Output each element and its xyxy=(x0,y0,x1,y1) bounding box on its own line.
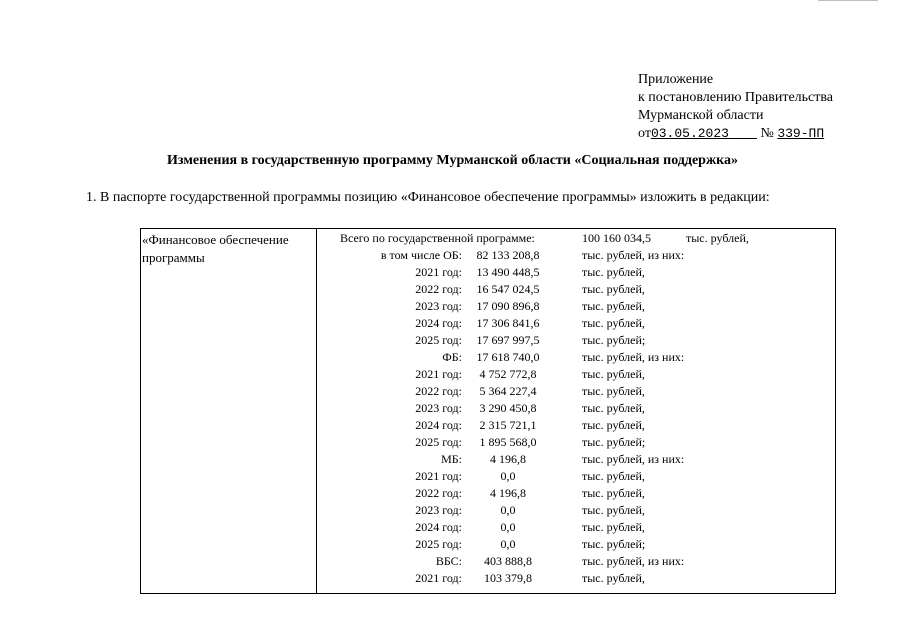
funding-value: 16 547 024,5 xyxy=(476,282,540,296)
funding-value: 4 196,8 xyxy=(490,486,526,500)
funding-unit: тыс. рублей, xyxy=(582,282,645,296)
funding-label: 2024 год: xyxy=(415,316,462,330)
funding-label: 2021 год: xyxy=(415,265,462,279)
funding-unit: тыс. рублей, xyxy=(582,367,645,381)
date-underline xyxy=(729,126,757,141)
funding-label: 2023 год: xyxy=(415,503,462,517)
funding-label: 2023 год: xyxy=(415,401,462,415)
funding-unit: тыс. рублей, xyxy=(582,401,645,415)
funding-label: 2025 год: xyxy=(415,537,462,551)
funding-value: 0,0 xyxy=(500,469,516,483)
funding-unit: тыс. рублей, xyxy=(686,231,749,245)
appendix-date-line xyxy=(638,125,833,143)
funding-label: ФБ: xyxy=(442,350,462,364)
document-title: Изменения в государственную программу Мурманской области «Социальная поддержка» xyxy=(167,153,738,168)
funding-value: 17 618 740,0 xyxy=(476,350,540,364)
funding-unit: тыс. рублей; xyxy=(582,333,646,347)
funding-value: 82 133 208,8 xyxy=(476,248,540,262)
appendix-block xyxy=(638,71,833,143)
funding-value: 17 090 896,8 xyxy=(476,299,540,313)
funding-label: в том числе ОБ: xyxy=(380,248,462,262)
funding-unit: тыс. рублей; xyxy=(582,435,646,449)
funding-unit: тыс. рублей, xyxy=(582,571,645,585)
funding-value: 2 315 721,1 xyxy=(479,418,537,432)
funding-value: 4 196,8 xyxy=(490,452,526,466)
number-prefix: № xyxy=(760,126,774,141)
funding-label: ВБС: xyxy=(435,554,462,568)
funding-unit: тыс. рублей, xyxy=(582,265,645,279)
decree-date: 03.05.2023 xyxy=(650,126,729,141)
decree-number: 339-ПП xyxy=(777,126,825,141)
funding-value: 0,0 xyxy=(500,520,516,534)
funding-value: 17 306 841,6 xyxy=(476,316,540,330)
funding-label: 2025 год: xyxy=(415,333,462,347)
funding-label: 2025 год: xyxy=(415,435,462,449)
date-prefix: от xyxy=(638,126,651,141)
funding-label: 2022 год: xyxy=(415,486,462,500)
funding-value: 17 697 997,5 xyxy=(476,333,540,347)
funding-value: 4 752 772,8 xyxy=(479,367,537,381)
appendix-line-2: к постановлению Правительства xyxy=(638,90,834,105)
funding-unit: тыс. рублей, xyxy=(582,503,645,517)
top-edge-line xyxy=(818,0,878,1)
funding-value: 0,0 xyxy=(500,537,516,551)
funding-label: 2022 год: xyxy=(415,384,462,398)
funding-value: 5 364 227,4 xyxy=(479,384,537,398)
table-column-divider xyxy=(316,228,317,594)
funding-label: 2021 год: xyxy=(415,469,462,483)
funding-value: 403 888,8 xyxy=(484,554,532,568)
position-name-cell xyxy=(142,231,289,267)
funding-value: 13 490 448,5 xyxy=(476,265,540,279)
instruction-paragraph: 1. В паспорте государственной программы позицию «Финансовое обеспечение программы» изложить в редакции: xyxy=(86,190,770,205)
funding-unit: тыс. рублей, из них: xyxy=(582,554,685,568)
funding-value: 1 895 568,0 xyxy=(479,435,537,449)
funding-unit: тыс. рублей, из них: xyxy=(582,452,685,466)
funding-label: 2023 год: xyxy=(415,299,462,313)
funding-value: 100 160 034,5 xyxy=(582,231,651,245)
funding-unit: тыс. рублей, xyxy=(582,316,645,330)
funding-label: 2021 год: xyxy=(415,367,462,381)
appendix-line-3: Мурманской области xyxy=(638,108,764,123)
funding-label: Всего по государственной программе: xyxy=(340,231,535,245)
funding-unit: тыс. рублей, xyxy=(582,469,645,483)
funding-unit: тыс. рублей, xyxy=(582,299,645,313)
funding-value: 3 290 450,8 xyxy=(479,401,537,415)
funding-unit: тыс. рублей, xyxy=(582,384,645,398)
funding-label: МБ: xyxy=(441,452,462,466)
funding-label: 2024 год: xyxy=(415,520,462,534)
funding-unit: тыс. рублей, xyxy=(582,520,645,534)
funding-unit: тыс. рублей, из них: xyxy=(582,350,685,364)
position-name-line-2: программы xyxy=(142,250,205,265)
appendix-line-1: Приложение xyxy=(638,72,714,87)
funding-unit: тыс. рублей, из них: xyxy=(582,248,685,262)
funding-label: 2024 год: xyxy=(415,418,462,432)
funding-unit: тыс. рублей, xyxy=(582,486,645,500)
funding-label: 2022 год: xyxy=(415,282,462,296)
funding-value: 103 379,8 xyxy=(484,571,532,585)
position-name-line-1: «Финансовое обеспечение xyxy=(142,232,289,247)
funding-unit: тыс. рублей, xyxy=(582,418,645,432)
funding-unit: тыс. рублей; xyxy=(582,537,646,551)
funding-label: 2021 год: xyxy=(415,571,462,585)
funding-value: 0,0 xyxy=(500,503,516,517)
